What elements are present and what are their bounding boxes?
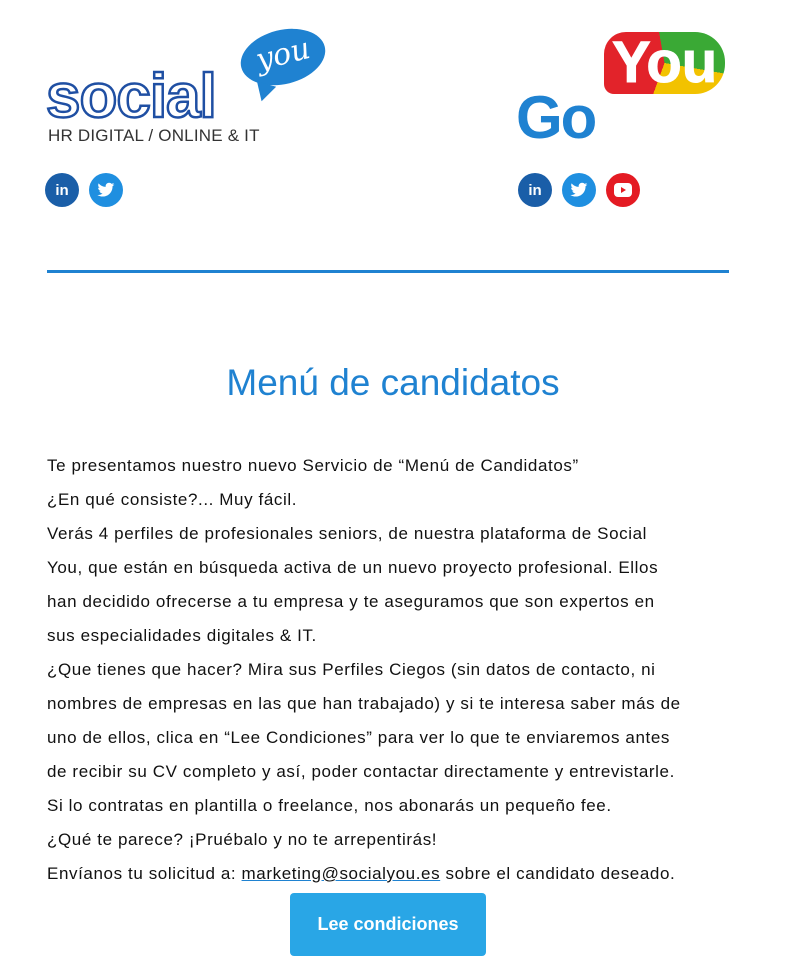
body-line: ¿Que tienes que hacer? Mira sus Perfiles Ciegos (sin datos de contacto, ni: [47, 660, 656, 679]
email-link[interactable]: marketing@socialyou.es: [241, 864, 441, 883]
socialyou-logo[interactable]: [44, 28, 344, 153]
body-line: sus especialidades digitales & IT.: [47, 626, 317, 645]
twitter-icon[interactable]: [89, 173, 123, 207]
youtube-play-glyph: [614, 183, 632, 197]
lee-condiciones-button[interactable]: Lee condiciones: [290, 893, 486, 956]
contact-prefix: Envíanos tu solicitud a:: [47, 864, 242, 883]
linkedin-icon[interactable]: in: [518, 173, 552, 207]
email-header: [0, 0, 786, 290]
body-line: Verás 4 perfiles de profesionales seniors, de nuestra plataforma de Social: [47, 524, 648, 543]
body-line: nombres de empresas en las que han trabajado) y si te interesa saber más de: [47, 694, 681, 713]
twitter-bird-glyph: [570, 182, 588, 198]
socialyou-social-links: [45, 173, 123, 207]
logo-go-text: Go: [516, 84, 596, 151]
body-line: ¿En qué consiste?... Muy fácil.: [47, 490, 298, 509]
logo-you-text: You: [604, 32, 725, 94]
logo-bubble-text: you: [252, 30, 314, 79]
linkedin-icon[interactable]: in: [45, 173, 79, 207]
body-line: uno de ellos, clica en “Lee Condiciones” para ver lo que te enviaremos antes: [47, 728, 670, 747]
contact-line: [47, 857, 747, 891]
youtube-icon[interactable]: [606, 173, 640, 207]
body-line: de recibir su CV completo y así, poder contactar directamente y entrevistarle.: [47, 762, 675, 781]
body-text: [47, 449, 747, 891]
goyou-social-links: [518, 173, 640, 207]
twitter-bird-glyph: [97, 182, 115, 198]
body-line: Te presentamos nuestro nuevo Servicio de “Menú de Candidatos”: [47, 456, 579, 475]
body-line: ¿Qué te parece? ¡Pruébalo y no te arrepentirás!: [47, 830, 438, 849]
body-line: han decidido ofrecerse a tu empresa y te aseguramos que son expertos en: [47, 592, 655, 611]
goyou-logo[interactable]: [516, 30, 726, 150]
page-title: Menú de candidatos: [226, 362, 560, 403]
body-line: Si lo contratas en plantilla o freelance, nos abonarás un pequeño fee.: [47, 796, 612, 815]
twitter-icon[interactable]: [562, 173, 596, 207]
body-line: You, que están en búsqueda activa de un nuevo proyecto profesional. Ellos: [47, 558, 659, 577]
contact-suffix: sobre el candidato deseado.: [440, 864, 676, 883]
header-divider: [47, 270, 729, 273]
logo-word: social: [46, 62, 216, 131]
logo-tagline: HR DIGITAL / ONLINE & IT: [48, 126, 260, 145]
